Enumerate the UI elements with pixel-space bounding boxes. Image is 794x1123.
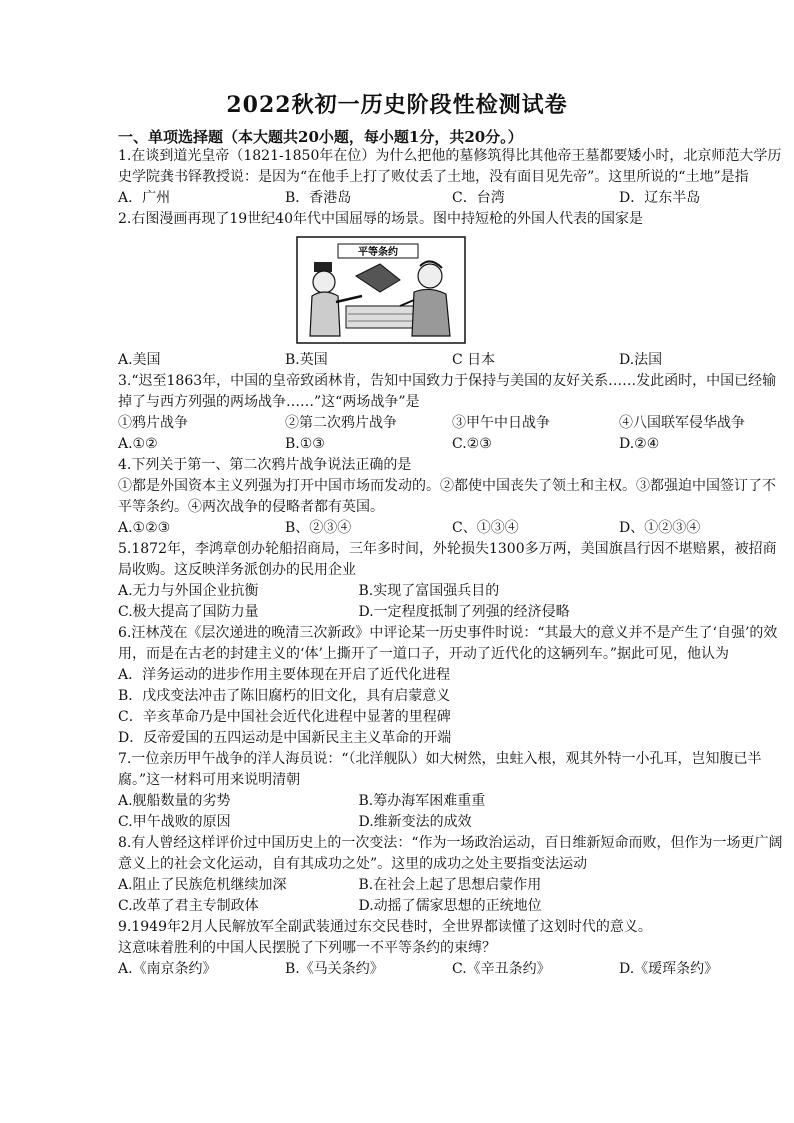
cartoon-image — [296, 236, 466, 344]
option-c: C、①③④ — [452, 520, 519, 536]
option-d: D.维新变法的成效 — [358, 814, 472, 830]
question-4-options — [118, 518, 786, 539]
question-9-options — [118, 959, 786, 980]
question-9-stem-cont: 这意味着胜利的中国人民摆脱了下列哪一不平等条约的束缚？ — [118, 940, 496, 956]
question-7-stem: 7.一位亲历甲午战争的洋人海员说：“（北洋舰队）如大树然，虫蛀入根，观其外特一小孔耳，岂知腹已半腐。”这一材料可用来说明清朝 — [118, 751, 762, 788]
option-d: D.②④ — [619, 436, 660, 452]
option-a: A.①② — [118, 436, 158, 452]
cartoon-banner-text: 平等条约 — [358, 247, 398, 258]
option-b: B.《马关条约》 — [285, 961, 384, 977]
question-2-options — [118, 350, 786, 371]
option-d: D.一定程度抵制了列强的经济侵略 — [358, 604, 570, 620]
question-7-options-row2 — [118, 812, 786, 833]
question-8-stem: 8.有人曾经这样评价过中国历史上的一次变法：“作为一场政治运动，百日维新短命而败，但作为一场更广阔意义上的社会文化运动，自有其成功之处”。这里的成功之处主要指变法运动 — [118, 835, 783, 872]
question-5-options-row2 — [118, 602, 786, 623]
option-c: C.甲午战败的原因 — [118, 814, 231, 830]
option-a: A.美国 — [118, 352, 161, 368]
question-6-stem: 6.汪林茂在《层次递进的晚清三次新政》中评论某一历史事件时说：“其最大的意义并不是产生了‘自强’的效用，而是在古老的封建主义的‘体’上撕开了一道口子，开动了近代化的这辆列车。”据此可见，他认为 — [118, 625, 778, 662]
question-8-options-row1 — [118, 875, 786, 896]
option-a: A.①②③ — [118, 520, 171, 536]
option-b: B.在社会上起了思想启蒙作用 — [358, 877, 542, 893]
option-a: A.阻止了民族危机继续加深 — [118, 877, 287, 893]
option-b: B．香港岛 — [285, 190, 352, 206]
option-c: C．辛亥革命乃是中国社会近代化进程中显著的里程碑 — [118, 709, 451, 725]
item-1: ①鸦片战争 — [118, 415, 188, 431]
option-a: A.《南京条约》 — [118, 961, 217, 977]
question-4-stem: 4.下列关于第一、第二次鸦片战争说法正确的是 — [118, 457, 412, 473]
option-c: C.②③ — [452, 436, 492, 452]
item-3: ③甲午中日战争 — [452, 415, 550, 431]
option-c: C 日本 — [452, 352, 496, 368]
option-a: A.无力与外国企业抗衡 — [118, 583, 259, 599]
option-d: D．反帝爱国的五四运动是中国新民主主义革命的开端 — [118, 730, 452, 746]
question-7-options-row1 — [118, 791, 786, 812]
option-a: A．广州 — [118, 190, 171, 206]
option-d: D．辽东半岛 — [619, 190, 701, 206]
page-title: 2022秋初一历史阶段性检测试卷 — [226, 92, 568, 118]
option-d: D.动摇了儒家思想的正统地位 — [358, 898, 542, 914]
question-1-options — [118, 188, 786, 209]
option-b: B.筹办海军困难重重 — [358, 793, 486, 809]
option-b: B.①③ — [285, 436, 325, 452]
option-d: D、①②③④ — [619, 520, 701, 536]
cartoon-illustration — [296, 236, 466, 344]
option-d: D.《瑷珲条约》 — [619, 961, 719, 977]
option-a: A．洋务运动的进步作用主要体现在开启了近代化进程 — [118, 667, 451, 683]
option-b: B．戊戌变法冲击了陈旧腐朽的旧文化，具有启蒙意义 — [118, 688, 451, 704]
option-c: C.《辛丑条约》 — [452, 961, 551, 977]
question-5-options-row1 — [118, 581, 786, 602]
option-b: B、②③④ — [285, 520, 352, 536]
option-b: B.实现了富国强兵目的 — [358, 583, 500, 599]
item-4: ④八国联军侵华战争 — [619, 415, 745, 431]
option-c: C.改革了君主专制政体 — [118, 898, 259, 914]
question-3-stem: 3.“迟至1863年，中国的皇帝致函林肯，告知中国致力于保持与美国的友好关系……发此函时，中国已经输掉了与西方列强的两场战争……”这“两场战争”是 — [118, 373, 777, 410]
question-8-options-row2 — [118, 896, 786, 917]
question-2-stem: 2.右图漫画再现了19世纪40年代中国屈辱的场景。图中持短枪的外国人代表的国家是 — [118, 211, 643, 227]
section-heading: 一、单项选择题（本大题共20小题，每小题1分，共20分。） — [118, 128, 523, 146]
question-1-stem: 1.在谈到道光皇帝（1821-1850年在位）为什么把他的墓修筑得比其他帝王墓都要矮小时，北京师范大学历史学院龚书铎教授说：是因为“在他手上打了败仗丢了土地，没有面目见先帝”。这里所说的“土地”是指 — [118, 148, 782, 185]
option-d: D.法国 — [619, 352, 663, 368]
option-b: B.英国 — [285, 352, 328, 368]
option-c: C.极大提高了国防力量 — [118, 604, 259, 620]
option-c: C．台湾 — [452, 190, 505, 206]
question-3-options — [118, 434, 786, 455]
question-5-stem: 5.1872年，李鸿章创办轮船招商局，三年多时间，外轮损失1300多万两，美国旗昌行因不堪赔累，被招商局收购。这反映洋务派创办的民用企业 — [118, 541, 777, 578]
question-9-stem: 9.1949年2月人民解放军全副武装通过东交民巷时，全世界都读懂了这划时代的意义。 — [118, 919, 652, 935]
item-2: ②第二次鸦片战争 — [285, 415, 397, 431]
option-a: A.舰船数量的劣势 — [118, 793, 231, 809]
question-4-body: ①都是外国资本主义列强为打开中国市场而发动的。②都使中国丧失了领土和主权。③都强迫中国签订了不平等条约。④两次战争的侵略者都有英国。 — [118, 478, 776, 515]
question-3-items — [118, 413, 786, 434]
question-list — [118, 146, 786, 980]
